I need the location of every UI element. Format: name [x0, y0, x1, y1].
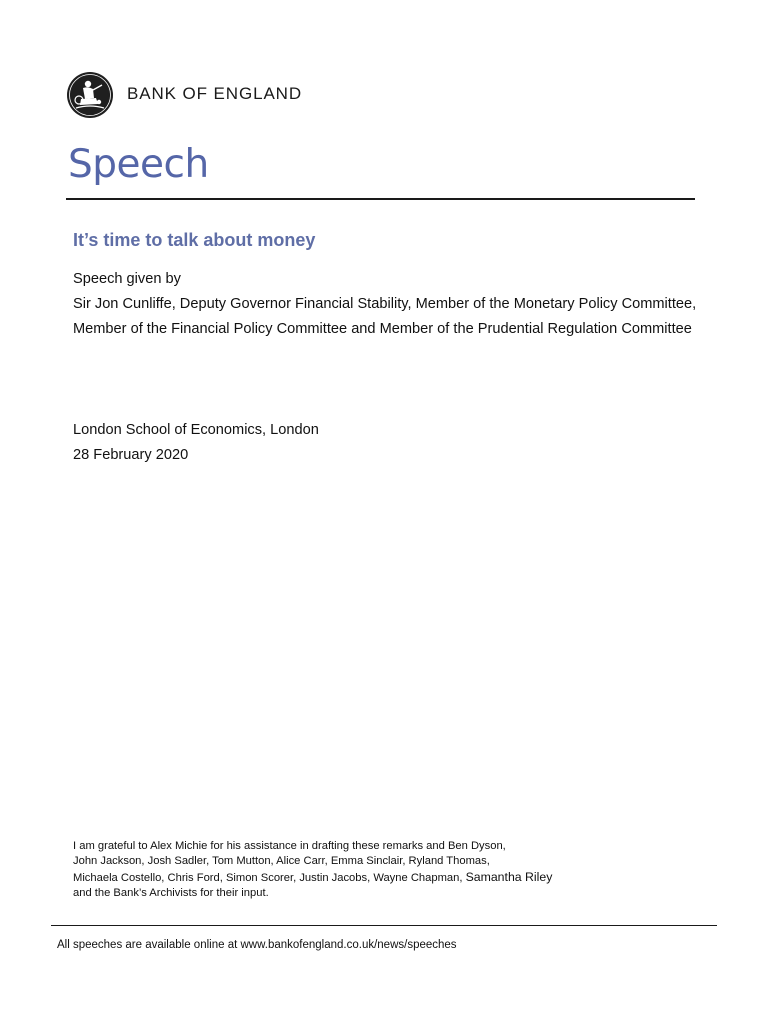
acknowledgements: [73, 839, 693, 901]
ack-line-3-end: Samantha Riley: [465, 869, 553, 884]
organisation-name: BANK OF ENGLAND: [127, 84, 303, 103]
ack-line-2: John Jackson, Josh Sadler, Tom Mutton, Alice Carr, Emma Sinclair, Ryland Thomas,: [73, 855, 490, 868]
title-divider: [66, 198, 695, 200]
speech-title: It’s time to talk about money: [73, 230, 316, 250]
given-by-label: Speech given by: [73, 271, 181, 287]
ack-line-3-start: Michaela Costello, Chris Ford, Simon Scorer, Justin Jacobs, Wayne Chapman,: [73, 871, 466, 884]
speech-venue: London School of Economics, London: [73, 422, 319, 438]
speech-date: 28 February 2020: [73, 447, 189, 463]
ack-line-1: I am grateful to Alex Michie for his assistance in drafting these remarks and Ben Dyson,: [73, 840, 506, 852]
speaker-details: Sir Jon Cunliffe, Deputy Governor Financial Stability, Member of the Monetary Policy Committee, Member of the Financial Policy Committee and Member of the Prudential Regulation Committee: [73, 296, 697, 338]
document-type-heading: Speech: [68, 142, 209, 187]
ack-line-3: [73, 870, 693, 886]
britannia-seal-icon: [66, 71, 114, 119]
ack-line-4: and the Bank’s Archivists for their input.: [73, 886, 269, 899]
footer-note: All speeches are available online at www.bankofengland.co.uk/news/speeches: [57, 939, 457, 951]
footer-divider: [51, 925, 717, 926]
